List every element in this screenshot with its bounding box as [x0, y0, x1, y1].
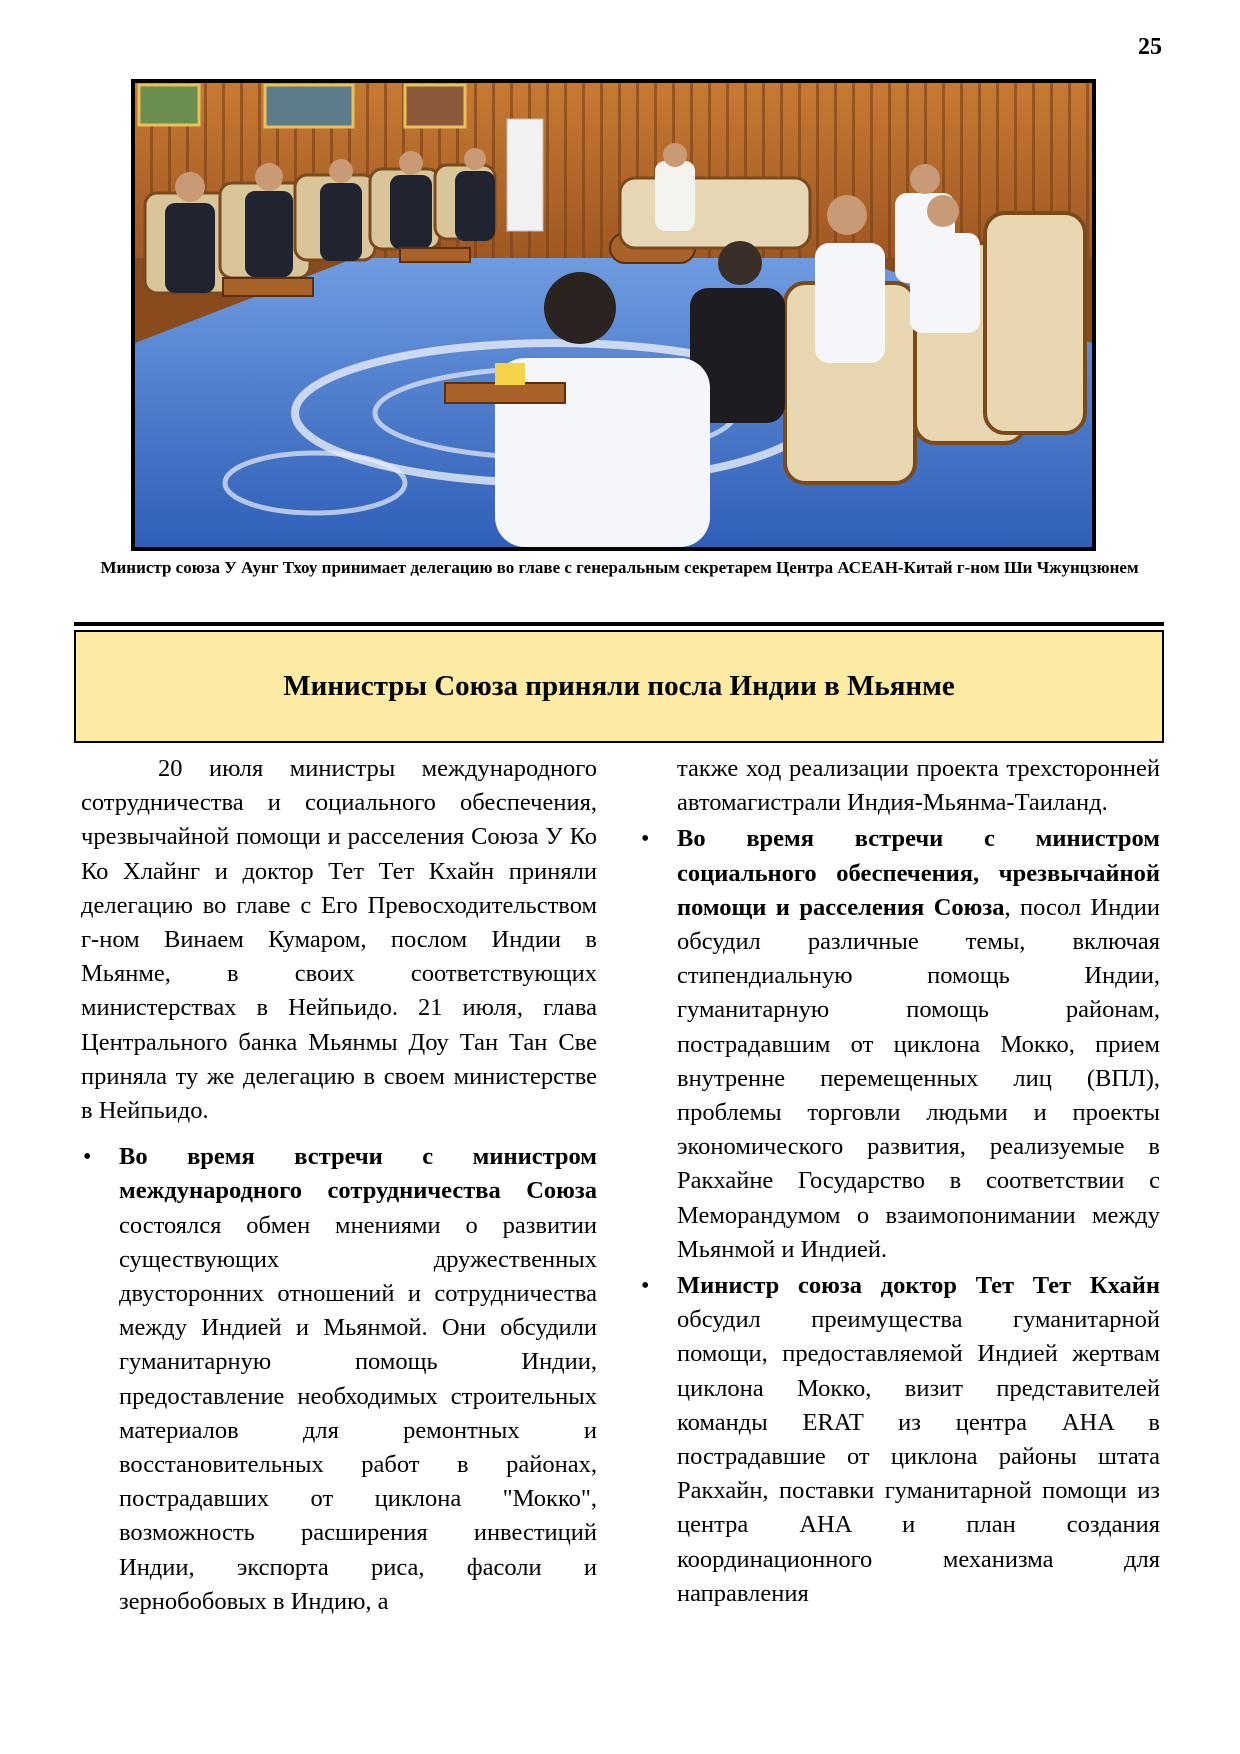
meeting-photo-illustration — [135, 83, 1092, 547]
article-intro: 20 июля министры международного сотрудничества и социального обеспечения, чрезвычайной помощи и расселения Союза У Ко Ко Хлайнг и доктор Тет Тет Кхайн приняли делегацию во главе с Его Превосходительством г-ном Винаем Кумаром, послом Индии в Мьянме, в своих соответствующих министерствах в Нейпьидо. 21 июля, глава Центрального банка Мьянмы Доу Тан Тан Све приняла ту же делегацию в своем министерстве в Нейпьидо. — [81, 755, 597, 1125]
bullet-item-1 — [81, 1140, 597, 1619]
bullet-icon: • — [641, 1273, 650, 1300]
bullet-2-text: , посол Индии обсудил различные темы, включая стипендиальную помощь Индии, гуманитарную помощь районам, пострадавшим от циклона Мокко, прием внутренне перемещенных лиц (ВПЛ), проблемы торговли людьми и проекты экономического развития, реализуемые в Ракхайне Государство в соответствии с Меморандумом о взаимопонимании между Мьянмой и Индией. — [677, 893, 1160, 1263]
bullet-item-3 — [639, 1269, 1160, 1611]
bullet-icon: • — [641, 826, 650, 853]
bullet-2-lead: Во время встречи с министром социального обеспечения, чрезвычайной помощи и расселения Союза — [677, 825, 1160, 921]
page-number: 25 — [1138, 34, 1162, 60]
bullet-3-lead: Министр союза доктор Тет Тет Кхайн — [677, 1272, 1160, 1300]
bullet-1-text: состоялся обмен мнениями о развитии существующих дружественных двусторонних отношений и сотрудничества между Индией и Мьянмой. Они обсудили гуманитарную помощь Индии, предоставление необходимых строительных материалов для ремонтных и восстановительных работ в районах, пострадавших от циклона "Мокко", возможность расширения инвестиций Индии, экспорта риса, фасоли и зернобобовых в Индию, а — [119, 1211, 597, 1615]
article-headline: Министры Союза приняли посла Индии в Мьянме — [283, 670, 955, 702]
bullet-item-2 — [639, 822, 1160, 1267]
bullet-icon: • — [83, 1144, 92, 1171]
meeting-photo — [131, 79, 1096, 551]
headline-box — [74, 630, 1164, 743]
bullet-3-text: обсудил преимущества гуманитарной помощи, предоставляемой Индией жертвам циклона Мокко, визит представителей команды ERAT из центра AHA в пострадавшие от циклона районы штата Ракхайн, поставки гуманитарной помощи из центра AHA и план создания координационного механизма для направления — [677, 1306, 1160, 1607]
article-column-right — [641, 752, 1160, 1611]
photo-caption: Министр союза У Аунг Тхоу принимает делегацию во главе с генеральным секретарем Центра АСЕАН-Китай г-ном Ши Чжунцзюнем — [100, 558, 1139, 577]
bullet-1-lead: Во время встречи с министром международного сотрудничества Союза — [119, 1143, 597, 1205]
section-divider — [74, 622, 1164, 626]
article-column-left — [81, 752, 597, 1619]
bullet-1-continuation: также ход реализации проекта трехсторонней автомагистрали Индия-Мьянма-Таиланд. — [677, 755, 1160, 817]
